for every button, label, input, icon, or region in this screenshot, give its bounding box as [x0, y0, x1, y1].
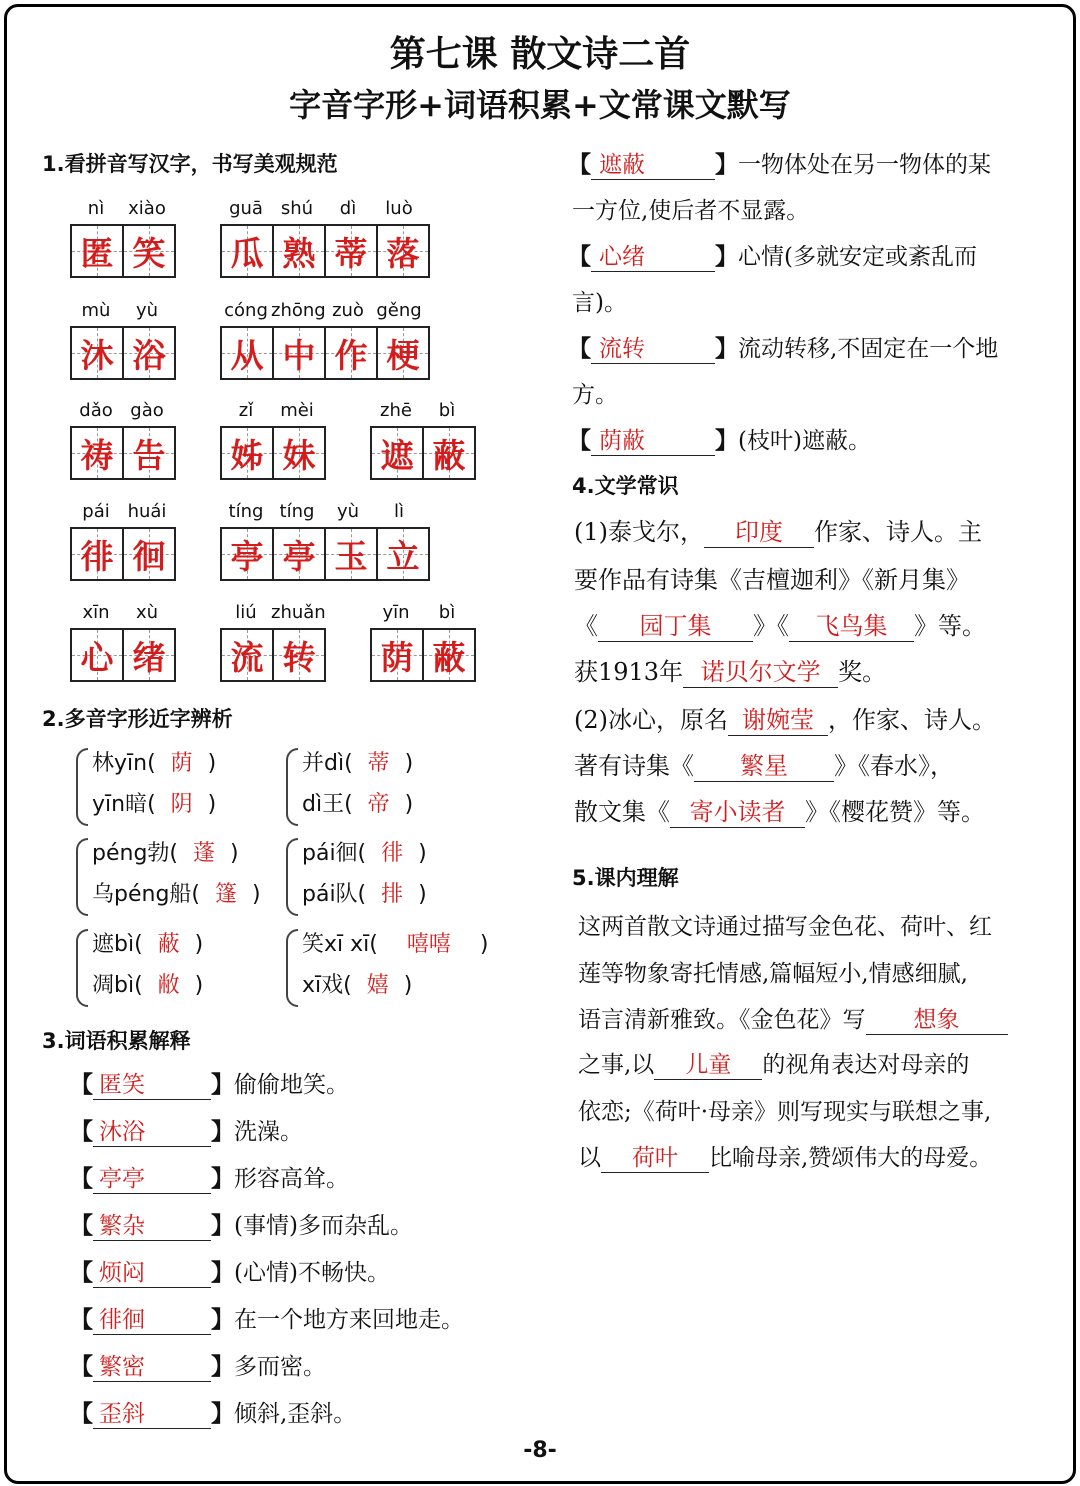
polyphone-close: ) — [418, 882, 427, 907]
polyphone-item — [302, 836, 427, 867]
character-answer: 姊 — [230, 435, 264, 475]
brace — [76, 929, 88, 1007]
pinyin-label: yù — [135, 300, 159, 321]
comp-line-2: 莲等物象寄托情感,篇幅短小,情感细腻, — [578, 961, 968, 987]
vocab-answer: 歪斜 — [93, 1395, 211, 1429]
vocab-definition: (心情)不畅快。 — [234, 1260, 390, 1286]
character-box — [70, 527, 176, 581]
pinyin-label: shú — [280, 198, 314, 219]
polyphone-close: ) — [404, 792, 414, 817]
page-subtitle: 字音字形+词语积累+文常课文默写 — [289, 86, 791, 124]
polyphone-answer: 帝 — [367, 792, 390, 817]
character-cell — [122, 630, 174, 680]
vocab-definition: 倾斜,歪斜。 — [234, 1401, 357, 1427]
vocab-answer: 流转 — [591, 330, 715, 364]
character-cell — [222, 630, 272, 680]
pinyin-label: bì — [438, 400, 456, 421]
character-cell — [122, 226, 174, 276]
character-cell — [324, 529, 376, 579]
character-answer: 心 — [80, 637, 114, 677]
polyphone-close: ) — [418, 841, 427, 866]
vocab-item: 【 心绪 】心情(多就安定或紊乱而 — [568, 238, 977, 272]
vocab-answer: 沐浴 — [93, 1113, 211, 1147]
character-cell — [72, 529, 122, 579]
polyphone-close: ) — [207, 751, 217, 776]
character-cell — [376, 529, 428, 579]
pinyin-label: dì — [339, 198, 357, 219]
vocab-item: 【 繁杂 】(事情)多而杂乱。 — [70, 1207, 413, 1241]
character-cell — [222, 529, 272, 579]
character-cell — [72, 428, 122, 478]
character-box — [70, 224, 176, 278]
character-box — [220, 224, 430, 278]
polyphone-prompt: 笑xī xī( — [302, 932, 378, 957]
polyphone-item — [302, 927, 488, 958]
answer-prize: 诺贝尔文学 — [683, 652, 838, 688]
vocab-answer: 遮蔽 — [591, 146, 715, 180]
pinyin-label: guā — [229, 198, 263, 219]
answer-collection-1: 园丁集 — [598, 606, 753, 642]
polyphone-answer: 蒂 — [367, 751, 390, 776]
character-box — [220, 326, 430, 380]
pinyin-label: yīn — [382, 602, 410, 623]
character-answer: 蒂 — [334, 233, 368, 273]
pinyin-label: xiào — [128, 198, 166, 219]
character-answer: 作 — [334, 335, 368, 375]
character-cell — [122, 529, 174, 579]
character-answer: 中 — [282, 335, 316, 375]
vocab-item: 【 歪斜 】倾斜,歪斜。 — [70, 1395, 356, 1429]
polyphone-answer: 徘 — [381, 841, 404, 866]
vocab-definition: 多而密。 — [234, 1354, 326, 1380]
character-cell — [272, 529, 324, 579]
vocab-definition: 在一个地方来回地走。 — [234, 1307, 464, 1333]
polyphone-prompt: pái徊( — [302, 841, 367, 866]
page-title: 第七课 散文诗二首 — [389, 33, 691, 75]
answer-country: 印度 — [704, 512, 814, 548]
vocab-answer: 亭亭 — [93, 1160, 211, 1194]
pinyin-label: lì — [393, 501, 404, 522]
character-box — [220, 628, 326, 682]
character-cell — [324, 226, 376, 276]
character-cell — [72, 226, 122, 276]
character-answer: 瓜 — [230, 233, 264, 273]
answer-real-name: 谢婉莹 — [728, 700, 828, 736]
vocab-answer: 繁密 — [93, 1348, 211, 1382]
section-3-title: 3.词语积累解释 — [42, 1029, 191, 1053]
polyphone-close: ) — [230, 841, 239, 866]
lit-line-6: 著有诗集《 繁星 》《春水》， — [574, 746, 954, 782]
pinyin-label: zhē — [380, 400, 412, 421]
polyphone-answer: 荫 — [170, 751, 193, 776]
comp-line-5: 依恋;《荷叶·母亲》则写现实与联想之事, — [578, 1099, 992, 1125]
vocab-definition-cont: 一方位,使后者不显露。 — [572, 198, 810, 224]
vocab-definition: (事情)多而杂乱。 — [234, 1213, 413, 1239]
character-answer: 蔽 — [432, 435, 466, 475]
lit-line-5: (2)冰心，原名 谢婉莹 ，作家、诗人。 — [574, 700, 996, 736]
character-answer: 流 — [230, 637, 264, 677]
character-cell — [272, 226, 324, 276]
pinyin-label: dǎo — [79, 400, 113, 421]
pinyin-label: liú — [235, 602, 257, 623]
pinyin-label: mèi — [280, 400, 314, 421]
comp-line-4: 之事,以 儿童 的视角表达对母亲的 — [578, 1046, 969, 1080]
character-answer: 绪 — [132, 637, 166, 677]
vocab-definition: 形容高耸。 — [234, 1166, 349, 1192]
polyphone-close: ) — [479, 932, 489, 957]
pinyin-label: nì — [87, 198, 105, 219]
pinyin-label: zhōng — [271, 300, 326, 321]
polyphone-prompt: 林yīn( — [92, 751, 156, 776]
pinyin-label: huái — [127, 501, 167, 522]
polyphone-answer: 嬉 — [366, 973, 389, 998]
character-cell — [222, 226, 272, 276]
polyphone-answer: 蔽 — [157, 932, 180, 957]
character-answer: 转 — [282, 637, 316, 677]
character-cell — [422, 630, 474, 680]
character-cell — [272, 428, 324, 478]
polyphone-answer: 嘻嘻 — [406, 932, 451, 957]
polyphone-answer: 敝 — [157, 973, 180, 998]
brace — [286, 748, 298, 826]
character-cell — [272, 630, 324, 680]
answer-prose: 寄小读者 — [670, 792, 805, 828]
polyphone-item — [302, 968, 412, 999]
brace — [286, 929, 298, 1007]
vocab-definition: 流动转移,不固定在一个地 — [738, 336, 999, 362]
pinyin-label: gào — [130, 400, 164, 421]
character-box — [370, 628, 476, 682]
vocab-item: 【 匿笑 】偷偷地笑。 — [70, 1066, 349, 1100]
pinyin-label: bì — [438, 602, 456, 623]
polyphone-answer: 蓬 — [192, 841, 215, 866]
character-answer: 沐 — [80, 335, 114, 375]
lit-line-2: 要作品有诗集《吉檀迦利》《新月集》 — [574, 566, 970, 594]
vocab-item: 【 烦闷 】(心情)不畅快。 — [70, 1254, 390, 1288]
pinyin-label: pái — [82, 501, 110, 522]
polyphone-item — [302, 746, 413, 777]
character-cell — [422, 428, 474, 478]
page-number: -8- — [523, 1438, 557, 1463]
polyphone-item — [92, 877, 261, 908]
character-answer: 徊 — [132, 536, 166, 576]
pinyin-label: cóng — [224, 300, 268, 321]
polyphone-prompt: yīn暗( — [92, 792, 156, 817]
character-cell — [376, 226, 428, 276]
character-answer: 徘 — [80, 536, 114, 576]
vocab-definition: 偷偷地笑。 — [234, 1072, 349, 1098]
vocab-item: 【 亭亭 】形容高耸。 — [70, 1160, 349, 1194]
character-answer: 妹 — [282, 435, 316, 475]
pinyin-label: zǐ — [238, 400, 254, 421]
character-cell — [72, 630, 122, 680]
polyphone-prompt: 乌péng船( — [92, 882, 200, 907]
pinyin-label: xīn — [82, 602, 110, 623]
character-cell — [372, 428, 422, 478]
polyphone-prompt: 并dì( — [302, 751, 353, 776]
polyphone-close: ) — [252, 882, 261, 907]
answer-child: 儿童 — [654, 1046, 762, 1080]
polyphone-answer: 篷 — [214, 882, 237, 907]
brace — [286, 838, 298, 916]
pinyin-label: mù — [81, 300, 111, 321]
vocab-item: 【 荫蔽 】(枝叶)遮蔽。 — [568, 422, 871, 456]
character-answer: 匿 — [80, 233, 114, 273]
character-answer: 亭 — [230, 536, 264, 576]
character-answer: 落 — [386, 233, 420, 273]
vocab-answer: 繁杂 — [93, 1207, 211, 1241]
character-box — [70, 426, 176, 480]
brace — [76, 838, 88, 916]
section-5-title: 5.课内理解 — [572, 866, 679, 890]
lit-line-3: 《 园丁集 》《 飞鸟集 》等。 — [574, 606, 986, 642]
polyphone-item — [92, 787, 216, 818]
vocab-answer: 烦闷 — [93, 1254, 211, 1288]
polyphone-item — [302, 787, 413, 818]
vocab-item: 【 流转 】流动转移,不固定在一个地 — [568, 330, 998, 364]
character-box — [220, 426, 326, 480]
polyphone-answer: 阴 — [170, 792, 193, 817]
character-cell — [272, 328, 324, 378]
polyphone-item — [302, 877, 427, 908]
vocab-answer: 徘徊 — [93, 1301, 211, 1335]
character-answer: 笑 — [132, 233, 166, 273]
polyphone-close: ) — [194, 973, 204, 998]
character-answer: 浴 — [132, 335, 166, 375]
character-cell — [122, 328, 174, 378]
comp-line-6: 以 荷叶 比喻母亲,赞颂伟大的母爱。 — [578, 1139, 992, 1173]
lit-line-4: 获1913年 诺贝尔文学 奖。 — [574, 652, 886, 688]
character-answer: 祷 — [80, 435, 114, 475]
polyphone-prompt: pái队( — [302, 882, 367, 907]
pinyin-label: yù — [336, 501, 360, 522]
character-box — [220, 527, 430, 581]
polyphone-prompt: dì王( — [302, 792, 353, 817]
character-answer: 熟 — [282, 233, 316, 273]
section-2-title: 2.多音字形近字辨析 — [42, 707, 233, 731]
vocab-item: 【 沐浴 】洗澡。 — [70, 1113, 303, 1147]
vocab-answer: 心绪 — [591, 238, 715, 272]
vocab-answer: 荫蔽 — [591, 422, 715, 456]
vocab-definition: (枝叶)遮蔽。 — [738, 428, 871, 454]
vocab-answer: 匿笑 — [93, 1066, 211, 1100]
answer-imagination: 想象 — [866, 1001, 1008, 1035]
character-answer: 告 — [132, 435, 166, 475]
pinyin-label: luò — [385, 198, 413, 219]
polyphone-close: ) — [207, 792, 217, 817]
character-cell — [324, 328, 376, 378]
answer-poetry: 繁星 — [694, 746, 834, 782]
character-cell — [222, 428, 272, 478]
pinyin-label: zuò — [332, 300, 364, 321]
polyphone-item — [92, 746, 216, 777]
pinyin-label: tíng — [279, 501, 315, 522]
polyphone-prompt: 凋bì( — [92, 973, 143, 998]
polyphone-item — [92, 968, 203, 999]
polyphone-prompt: xī戏( — [302, 973, 352, 998]
lit-line-1: (1)泰戈尔， 印度 作家、诗人。主 — [574, 512, 982, 548]
character-cell — [372, 630, 422, 680]
character-cell — [72, 328, 122, 378]
vocab-definition-cont: 方。 — [572, 382, 618, 408]
polyphone-answer: 排 — [381, 882, 404, 907]
polyphone-close: ) — [194, 932, 204, 957]
polyphone-prompt: 遮bì( — [92, 932, 143, 957]
character-answer: 立 — [386, 536, 420, 576]
character-box — [70, 326, 176, 380]
pinyin-label: zhuǎn — [271, 602, 326, 623]
vocab-item: 【 遮蔽 】一物体处在另一物体的某 — [568, 146, 991, 180]
polyphone-prompt: péng勃( — [92, 841, 178, 866]
polyphone-close: ) — [404, 751, 414, 776]
polyphone-close: ) — [403, 973, 413, 998]
character-answer: 蔽 — [432, 637, 466, 677]
character-answer: 梗 — [386, 335, 420, 375]
polyphone-item — [92, 836, 239, 867]
comp-line-1: 这两首散文诗通过描写金色花、荷叶、红 — [578, 914, 992, 940]
lit-line-7: 散文集《 寄小读者 》《樱花赞》等。 — [574, 792, 985, 828]
character-box — [70, 628, 176, 682]
character-answer: 荫 — [380, 637, 414, 677]
character-cell — [122, 428, 174, 478]
answer-collection-2: 飞鸟集 — [789, 606, 914, 642]
character-cell — [376, 328, 428, 378]
vocab-definition: 洗澡。 — [234, 1119, 303, 1145]
section-4-title: 4.文学常识 — [572, 474, 679, 498]
character-answer: 玉 — [334, 536, 368, 576]
comp-line-3: 语言清新雅致。《金色花》写 想象 — [578, 1001, 1008, 1035]
character-answer: 从 — [230, 335, 264, 375]
character-cell — [222, 328, 272, 378]
character-answer: 亭 — [282, 536, 316, 576]
vocab-definition-cont: 言)。 — [572, 290, 627, 316]
vocab-item: 【 徘徊 】在一个地方来回地走。 — [70, 1301, 464, 1335]
section-1-title: 1.看拼音写汉字，书写美观规范 — [42, 152, 338, 176]
character-answer: 遮 — [380, 435, 414, 475]
vocab-definition: 心情(多就安定或紊乱而 — [738, 244, 977, 270]
brace — [76, 748, 88, 826]
vocab-item: 【 繁密 】多而密。 — [70, 1348, 326, 1382]
vocab-definition: 一物体处在另一物体的某 — [738, 152, 991, 178]
pinyin-label: gěng — [376, 300, 422, 321]
pinyin-label: tíng — [228, 501, 264, 522]
polyphone-item — [92, 927, 203, 958]
pinyin-label: xù — [135, 602, 159, 623]
character-box — [370, 426, 476, 480]
answer-lotus-leaf: 荷叶 — [601, 1139, 709, 1173]
